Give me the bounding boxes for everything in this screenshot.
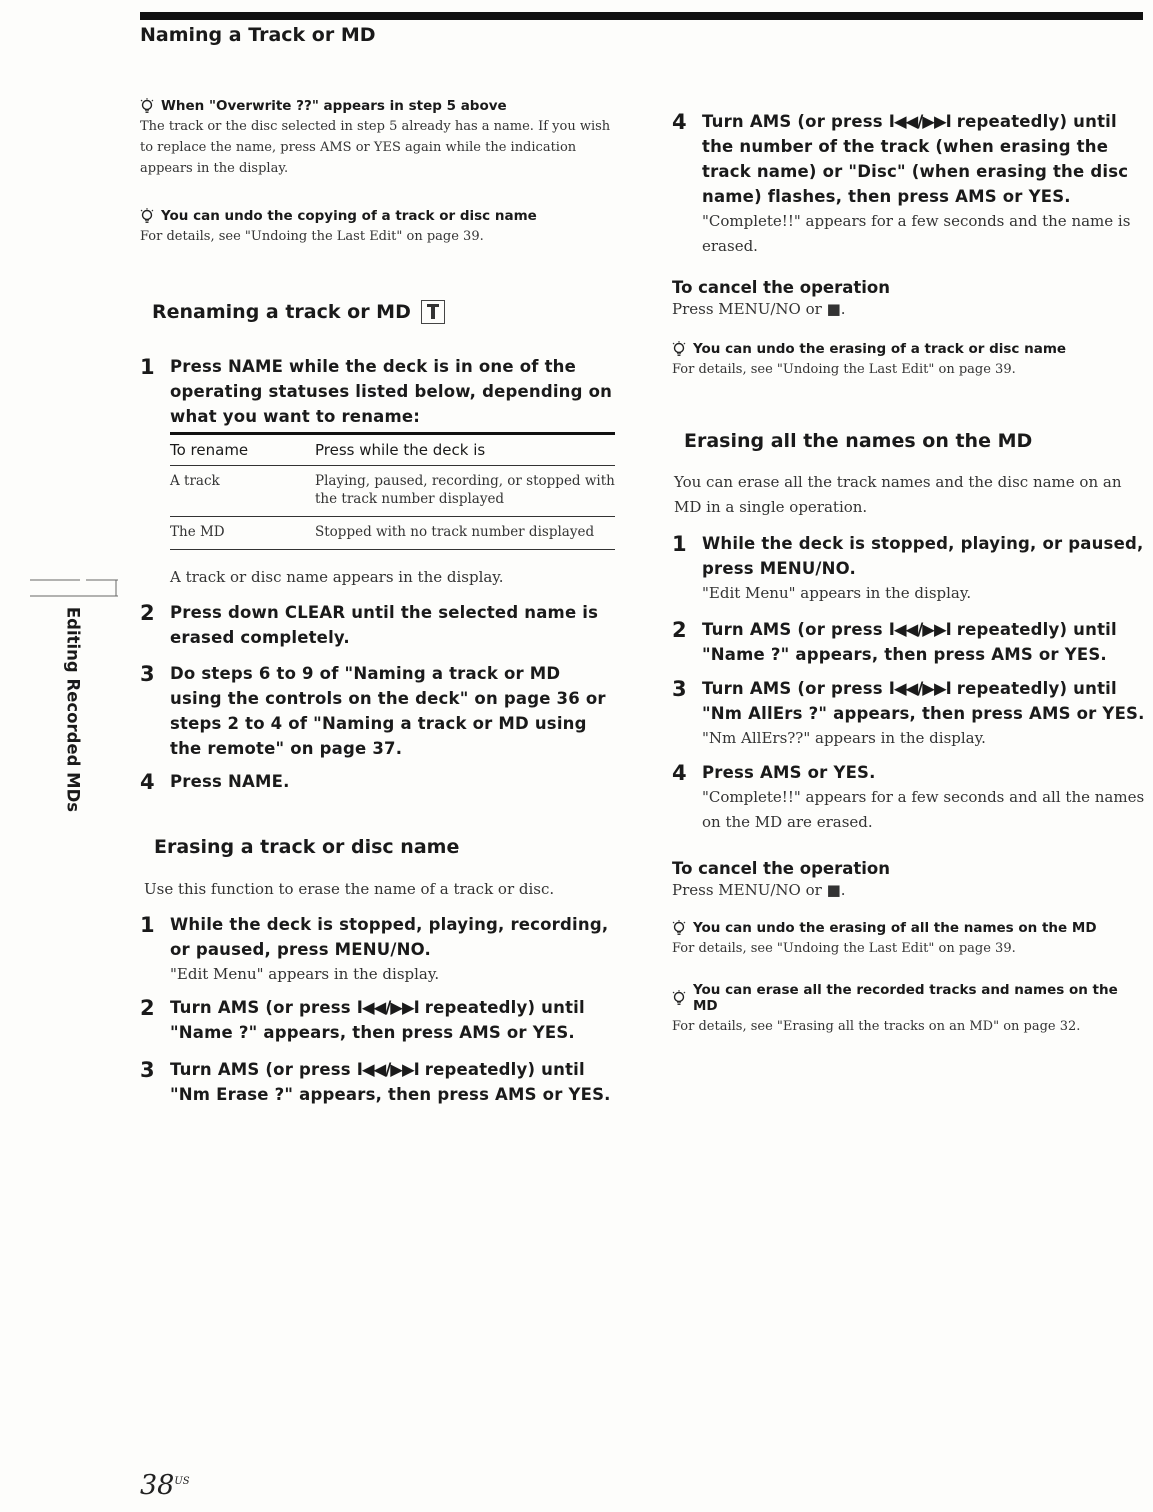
rename-table bbox=[170, 432, 615, 550]
cancel-block-2 bbox=[672, 859, 1147, 903]
erase-all-step-3 bbox=[672, 676, 1147, 751]
step-text-b: repeatedly) until the number of the track (when erasing the track name) or "Disc" (when erasing the disc name) flashes, then press AMS or YES. bbox=[702, 112, 1129, 206]
step-text bbox=[170, 1057, 620, 1107]
table-row bbox=[170, 517, 615, 550]
page-number-value: 38 bbox=[140, 1470, 175, 1501]
step-text bbox=[702, 109, 1147, 209]
step-number: 3 bbox=[140, 662, 155, 686]
step-text-a: Turn AMS (or press bbox=[702, 679, 889, 698]
step-number: 1 bbox=[140, 355, 155, 379]
cancel-title: To cancel the operation bbox=[672, 278, 890, 297]
lightbulb-icon bbox=[672, 920, 686, 936]
table-row bbox=[170, 466, 615, 517]
lightbulb-icon bbox=[140, 98, 154, 114]
tip-body-text: For details, see "Erasing all the tracks on an MD" on page 32. bbox=[672, 1019, 1081, 1034]
erasing-step-1 bbox=[140, 912, 620, 987]
remote-icon bbox=[421, 300, 445, 324]
step-text bbox=[170, 995, 620, 1045]
cancel-title: To cancel the operation bbox=[672, 859, 890, 878]
erase-all-intro: You can erase all the track names and the disc name on an MD in a single operation. bbox=[674, 473, 1122, 516]
step-text-a: Turn AMS (or press bbox=[702, 620, 889, 639]
step-text: While the deck is stopped, playing, recording, or paused, press MENU/NO. bbox=[170, 915, 609, 959]
tip-title-text: You can undo the erasing of all the names on the MD bbox=[693, 920, 1097, 936]
step-text: While the deck is stopped, playing, or paused, press MENU/NO. bbox=[702, 534, 1144, 578]
renaming-step-2 bbox=[140, 600, 615, 650]
step-number: 1 bbox=[140, 913, 155, 937]
lightbulb-icon bbox=[672, 990, 686, 1006]
step-note: "Complete!!" appears for a few seconds and all the names on the MD are erased. bbox=[702, 788, 1145, 831]
renaming-step-1-note: A track or disc name appears in the display. bbox=[170, 568, 504, 586]
step-number: 4 bbox=[672, 110, 687, 134]
cancel-block-1 bbox=[672, 278, 1147, 322]
table-cell: Stopped with no track number displayed bbox=[315, 517, 615, 550]
step-number: 4 bbox=[140, 770, 155, 794]
erasing-step-2 bbox=[140, 995, 620, 1045]
tip-erase-all-tracks bbox=[672, 982, 1147, 1037]
tip-title-text: You can undo the erasing of a track or disc name bbox=[693, 341, 1067, 357]
erase-all-step-1 bbox=[672, 531, 1147, 606]
step-note: "Edit Menu" appears in the display. bbox=[702, 584, 972, 602]
erase-all-heading: Erasing all the names on the MD bbox=[684, 430, 1033, 452]
transport-icon: I◀◀/▶▶I bbox=[888, 679, 951, 698]
erasing-heading: Erasing a track or disc name bbox=[154, 836, 460, 858]
transport-icon: I◀◀/▶▶I bbox=[356, 1060, 419, 1079]
transport-icon: I◀◀/▶▶I bbox=[888, 620, 951, 639]
lightbulb-icon bbox=[672, 341, 686, 357]
tip-overwrite bbox=[140, 98, 615, 179]
erasing-intro: Use this function to erase the name of a track or disc. bbox=[144, 880, 555, 898]
renaming-heading bbox=[152, 300, 445, 324]
page-suffix: US bbox=[174, 1476, 190, 1487]
table-cell: Playing, paused, recording, or stopped with the track number displayed bbox=[315, 466, 615, 517]
page-number bbox=[140, 1470, 190, 1501]
step-text: Press down CLEAR until the selected name is erased completely. bbox=[170, 603, 599, 647]
tip-body-text: For details, see "Undoing the Last Edit" on page 39. bbox=[672, 362, 1016, 377]
transport-icon: I◀◀/▶▶I bbox=[356, 998, 419, 1017]
tip-undo-copy bbox=[140, 208, 615, 247]
step-number: 4 bbox=[672, 761, 687, 785]
table-header-row bbox=[170, 434, 615, 466]
step-note: "Nm AllErs??" appears in the display. bbox=[702, 729, 986, 747]
step-text-b: repeatedly) until "Name ?" appears, then press AMS or YES. bbox=[702, 620, 1117, 664]
erasing-step-3 bbox=[140, 1057, 620, 1107]
step-text: Press NAME while the deck is in one of the operating statuses listed below, depending on what you want to rename: bbox=[170, 357, 613, 426]
tip-body-text: For details, see "Undoing the Last Edit" on page 39. bbox=[140, 229, 484, 244]
step-text: Press AMS or YES. bbox=[702, 763, 876, 782]
step-text-a: Turn AMS (or press bbox=[170, 998, 357, 1017]
tip-undo-erase-all bbox=[672, 920, 1147, 959]
step-number: 3 bbox=[140, 1058, 155, 1082]
cancel-body: Press MENU/NO or ■. bbox=[672, 300, 846, 318]
side-tab-label: Editing Recorded MDs bbox=[63, 606, 83, 813]
step-text: Press NAME. bbox=[170, 772, 290, 791]
transport-icon: I◀◀/▶▶I bbox=[888, 112, 951, 131]
erasing-step-4 bbox=[672, 109, 1147, 259]
erase-all-step-4 bbox=[672, 760, 1147, 835]
step-number: 2 bbox=[140, 996, 155, 1020]
table-header: To rename bbox=[170, 434, 315, 466]
lightbulb-icon bbox=[140, 208, 154, 224]
step-text-b: repeatedly) until "Name ?" appears, then press AMS or YES. bbox=[170, 998, 585, 1042]
table-header: Press while the deck is bbox=[315, 434, 615, 466]
step-text bbox=[702, 617, 1147, 667]
step-text: Do steps 6 to 9 of "Naming a track or MD using the controls on the deck" on page 36 or steps 2 to 4 of "Naming a track or MD using the remote" on page 37. bbox=[170, 664, 606, 758]
table-cell: A track bbox=[170, 466, 315, 517]
renaming-step-1 bbox=[140, 354, 615, 429]
step-text-a: Turn AMS (or press bbox=[702, 112, 889, 131]
cancel-body: Press MENU/NO or ■. bbox=[672, 881, 846, 899]
side-tab bbox=[50, 600, 90, 830]
step-text-a: Turn AMS (or press bbox=[170, 1060, 357, 1079]
renaming-heading-text: Renaming a track or MD bbox=[152, 301, 411, 323]
step-text-b: repeatedly) until "Nm Erase ?" appears, then press AMS or YES. bbox=[170, 1060, 611, 1104]
tip-title-text: You can erase all the recorded tracks and names on the MD bbox=[693, 982, 1118, 1014]
step-number: 3 bbox=[672, 677, 687, 701]
tip-body-text: For details, see "Undoing the Last Edit" on page 39. bbox=[672, 941, 1016, 956]
step-text-b: repeatedly) until "Nm AllErs ?" appears, then press AMS or YES. bbox=[702, 679, 1145, 723]
erase-all-step-2 bbox=[672, 617, 1147, 667]
page-title: Naming a Track or MD bbox=[140, 24, 376, 46]
renaming-step-4 bbox=[140, 769, 615, 795]
step-number: 2 bbox=[140, 601, 155, 625]
header-rule bbox=[140, 12, 1143, 20]
tip-body-text: The track or the disc selected in step 5 already has a name. If you wish to replace the name, press AMS or YES again while the indication appears in the display. bbox=[140, 119, 611, 176]
tip-undo-erase bbox=[672, 341, 1147, 380]
step-note: "Complete!!" appears for a few seconds and the name is erased. bbox=[702, 212, 1131, 255]
tip-title-text: You can undo the copying of a track or disc name bbox=[161, 208, 537, 224]
step-note: "Edit Menu" appears in the display. bbox=[170, 965, 440, 983]
step-number: 1 bbox=[672, 532, 687, 556]
step-text bbox=[702, 676, 1147, 726]
step-number: 2 bbox=[672, 618, 687, 642]
renaming-step-3 bbox=[140, 661, 615, 761]
table-cell: The MD bbox=[170, 517, 315, 550]
tip-title-text: When "Overwrite ??" appears in step 5 above bbox=[161, 98, 507, 114]
